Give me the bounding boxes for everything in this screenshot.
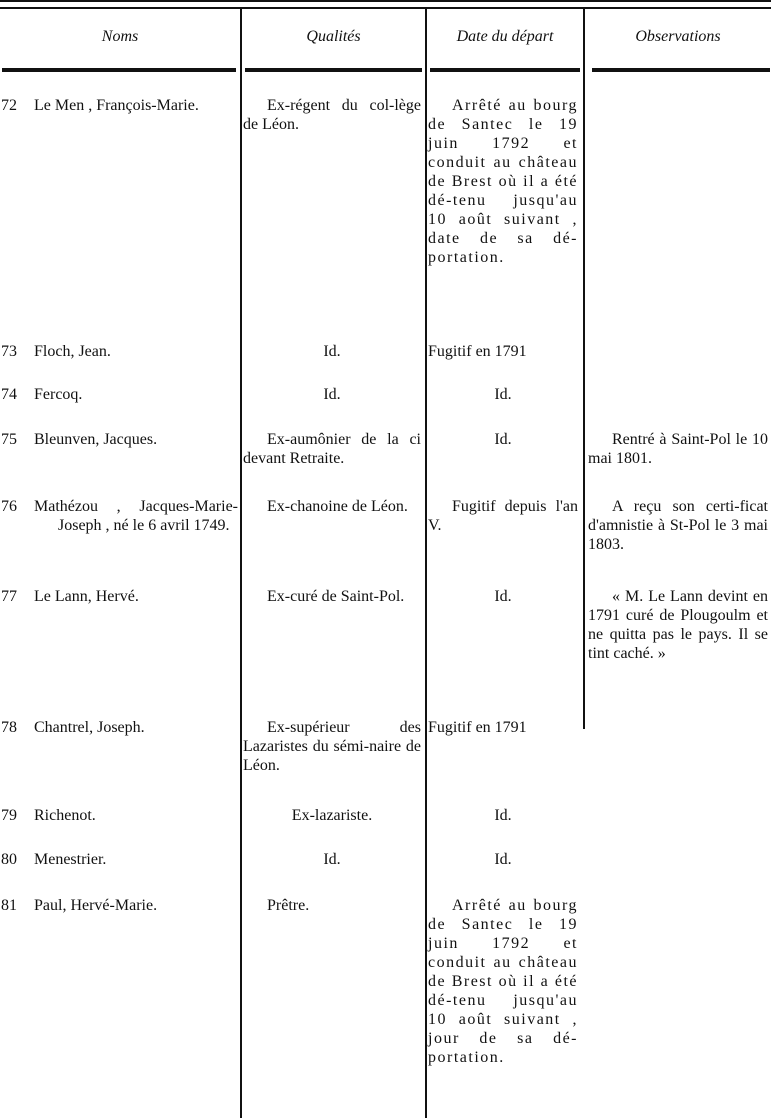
column-divider [425, 9, 427, 1118]
row-number: 80 [1, 851, 17, 868]
row-date: Id. [494, 386, 512, 403]
column-divider [583, 9, 585, 729]
row-date: Id. [494, 588, 512, 605]
row-qualite: Id. [323, 343, 341, 360]
row-name: Chantrel, Joseph. [34, 719, 145, 736]
row-date: Fugitif en 1791 [428, 343, 527, 360]
row-number: 77 [1, 588, 17, 605]
row-name: Menestrier. [34, 851, 107, 868]
row-number: 81 [1, 897, 17, 914]
header-date: Date du départ [456, 28, 554, 45]
row-name: Floch, Jean. [34, 343, 111, 360]
row-name: Bleunven, Jacques. [34, 431, 158, 448]
header-rule [245, 68, 422, 72]
row-qualite: Id. [323, 851, 341, 868]
row-qualite: Ex-aumônier de la ci devant Retraite. [243, 431, 421, 467]
header-rule [430, 68, 580, 72]
row-qualite: Id. [323, 386, 341, 403]
row-name: Paul, Hervé-Marie. [34, 897, 158, 914]
header-rule [592, 68, 770, 72]
row-number: 79 [1, 807, 17, 824]
row-number: 75 [1, 431, 17, 448]
row-number: 74 [1, 386, 17, 403]
row-date: Id. [494, 431, 512, 448]
row-qualite: Ex-supérieur des Lazaristes du sémi-naire de Léon. [243, 719, 421, 774]
row-date: Fugitif depuis l'an V. [428, 498, 578, 534]
top-rule [0, 0, 771, 2]
row-name: Mathézou , Jacques-Marie-Joseph , né le 6 avril 1749. [34, 498, 238, 534]
row-qualite: Ex-curé de Saint-Pol. [267, 588, 405, 605]
row-observation: Rentré à Saint-Pol le 10 mai 1801. [588, 431, 768, 467]
row-date: Id. [494, 807, 512, 824]
row-date: Id. [494, 851, 512, 868]
row-name: Le Men , François-Marie. [34, 97, 199, 114]
top-rule-double [0, 7, 771, 9]
row-date: Fugitif en 1791 [428, 719, 527, 736]
header-noms: Noms [101, 28, 139, 45]
row-observation: « M. Le Lann devint en 1791 curé de Plougoulm et ne quitta pas le pays. Il se tint caché. » [588, 588, 768, 662]
header-qualites: Qualités [306, 28, 361, 45]
row-qualite: Ex-chanoine de Léon. [267, 498, 408, 515]
row-qualite: Ex-régent du col-lège de Léon. [243, 97, 421, 133]
row-observation: A reçu son certi-ficat d'amnistie à St-Pol le 3 mai 1803. [588, 498, 768, 553]
row-name: Le Lann, Hervé. [34, 588, 139, 605]
row-number: 76 [1, 498, 17, 515]
row-qualite: Ex-lazariste. [291, 807, 373, 824]
row-number: 73 [1, 343, 17, 360]
row-name: Richenot. [34, 807, 96, 824]
header-rule [2, 68, 236, 72]
row-qualite: Prêtre. [267, 897, 310, 914]
row-date: Arrêté au bourg de Santec le 19 juin 1792 et conduit au château de Brest où il a été dé-tenu jusqu'au 10 août suivant , date de sa dé-portation. [428, 97, 578, 266]
header-observations: Observations [635, 28, 721, 45]
column-divider [240, 9, 242, 1118]
row-name: Fercoq. [34, 386, 83, 403]
row-date: Arrêté au bourg de Santec le 19 juin 1792 et conduit au château de Brest où il a été dé-tenu jusqu'au 10 août suivant , jour de sa dé-portation. [428, 897, 578, 1066]
row-number: 72 [1, 97, 17, 114]
row-number: 78 [1, 719, 17, 736]
